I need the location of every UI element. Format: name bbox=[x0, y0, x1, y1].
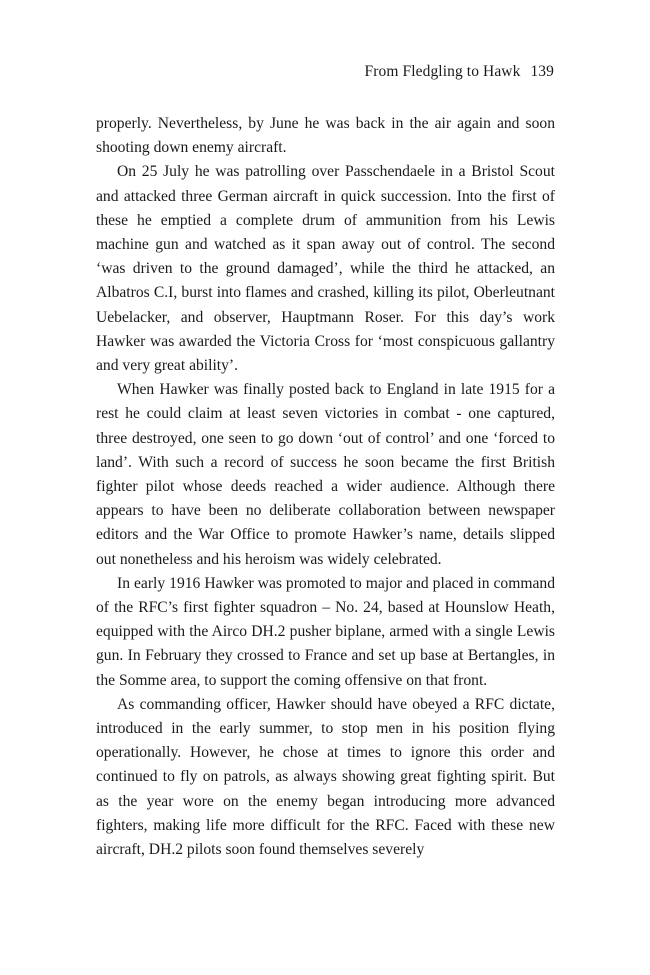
paragraph-passchendaele: On 25 July he was patrolling over Passchendaele in a Bristol Scout and attacked three German aircraft in quick succession. Into the first of these he emptied a complete drum of ammunition from his Lewis machine gun and watched as it span away out of control. The second ‘was driven to the ground damaged’, while the third he attacked, an Albatros C.I, burst into flames and crashed, killing its pilot, Oberleutnant Uebelacker, and observer, Hauptmann Roser. For this day’s work Hawker was awarded the Victoria Cross for ‘most conspicuous gallantry and very great ability’. bbox=[96, 163, 555, 375]
paragraph-return-to-england: When Hawker was finally posted back to England in late 1915 for a rest he could claim at least seven victories in combat - one captured, three destroyed, one seen to go down ‘out of control’ and one ‘forced to land’. With such a record of success he soon became the first British fighter pilot whose deeds reached a wider audience. Although there appears to have been no deliberate collaboration between newspaper editors and the War Office to promote Hawker’s name, details slipped out nonetheless and his heroism was widely celebrated. bbox=[96, 381, 555, 568]
page-number: 139 bbox=[530, 63, 554, 80]
running-head-title: From Fledgling to Hawk bbox=[364, 63, 521, 80]
running-head bbox=[365, 63, 554, 81]
paragraph-promotion: In early 1916 Hawker was promoted to major and placed in command of the RFC’s first fighter squadron – No. 24, based at Hounslow Heath, equipped with the Airco DH.2 pusher biplane, armed with a single Lewis gun. In February they crossed to France and set up base at Bertangles, in the Somme area, to support the coming offensive on that front. bbox=[96, 574, 555, 689]
paragraph-commanding-officer: As commanding officer, Hawker should have obeyed a RFC dictate, introduced in the early summer, to stop men in his position flying operationally. However, he chose at times to ignore this order and continued to fly on patrols, as always showing great fighting spirit. But as the year wore on the enemy began introducing more advanced fighters, making life more difficult for the RFC. Faced with these new aircraft, DH.2 pilots soon found themselves severely bbox=[96, 695, 555, 859]
paragraph-continued: properly. Nevertheless, by June he was back in the air again and soon shooting down enemy aircraft. bbox=[96, 115, 555, 157]
body-text bbox=[96, 112, 555, 862]
